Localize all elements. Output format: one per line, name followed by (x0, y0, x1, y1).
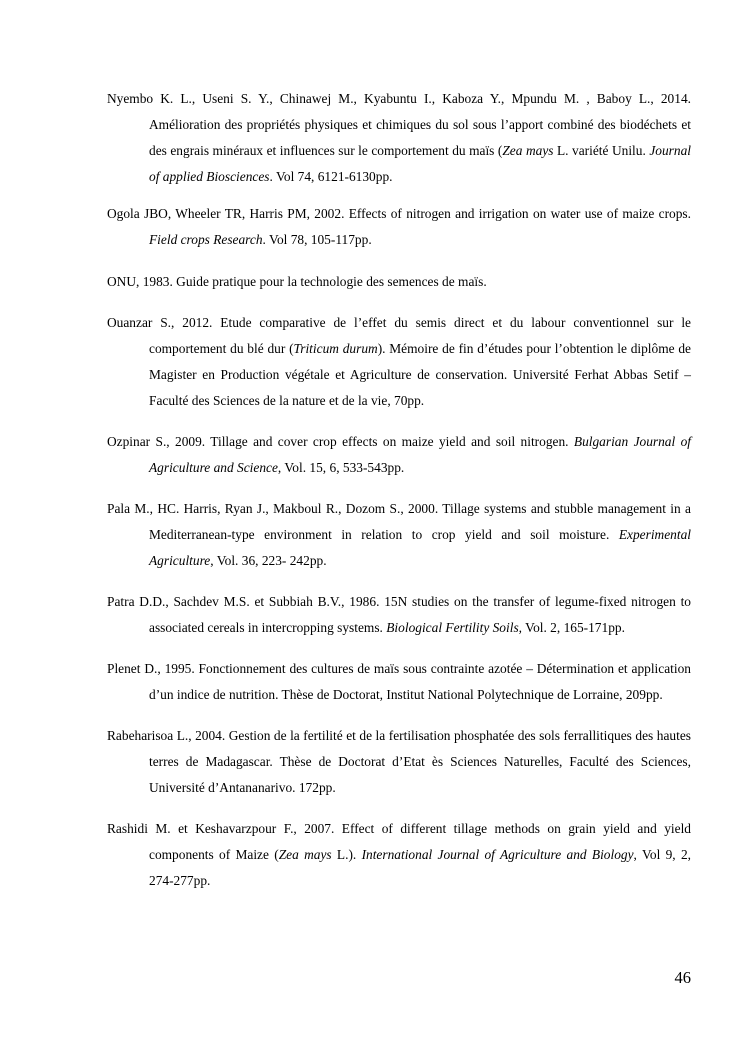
reference-entry: Pala M., HC. Harris, Ryan J., Makboul R., Dozom S., 2000. Tillage systems and stubble management in a Mediterranean-type environment in relation to crop yield and soil moisture. Experimental Agriculture, Vol. 36, 223- 242pp. (107, 501, 691, 568)
reference-list (107, 86, 691, 894)
reference-entry: Nyembo K. L., Useni S. Y., Chinawej M., Kyabuntu I., Kaboza Y., Mpundu M. , Baboy L., 2014. Amélioration des propriétés physiques et chimiques du sol sous l’apport combiné des biodéchets et des engrais minéraux et influences sur le comportement du maïs (Zea mays L. variété Unilu. Journal of applied Biosciences. Vol 74, 6121-6130pp. (107, 91, 691, 184)
reference-entry: Ozpinar S., 2009. Tillage and cover crop effects on maize yield and soil nitrogen. Bulgarian Journal of Agriculture and Science, Vol. 15, 6, 533-543pp. (107, 434, 692, 475)
reference-entry: Plenet D., 1995. Fonctionnement des cultures de maïs sous contrainte azotée – Détermination et application d’un indice de nutrition. Thèse de Doctorat, Institut National Polytechnique de Lorraine, 209pp. (107, 661, 691, 702)
page-number: 46 (674, 968, 691, 987)
reference-entry: Ogola JBO, Wheeler TR, Harris PM, 2002. Effects of nitrogen and irrigation on water use of maize crops. Field crops Research. Vol 78, 105-117pp. (107, 206, 691, 247)
reference-entry: Patra D.D., Sachdev M.S. et Subbiah B.V., 1986. 15N studies on the transfer of legume-fixed nitrogen to associated cereals in intercropping systems. Biological Fertility Soils, Vol. 2, 165-171pp. (107, 594, 691, 635)
reference-entry: Rashidi M. et Keshavarzpour F., 2007. Effect of different tillage methods on grain yield and yield components of Maize (Zea mays L.). International Journal of Agriculture and Biology, Vol 9, 2, 274-277pp. (107, 821, 692, 888)
reference-entry: Ouanzar S., 2012. Etude comparative de l’effet du semis direct et du labour conventionnel sur le comportement du blé dur (Triticum durum). Mémoire de fin d’études pour l’obtention le diplôme de Magister en Production végétale et Agriculture de conservation. Université Ferhat Abbas Setif – Faculté des Sciences de la nature et de la vie, 70pp. (107, 315, 691, 408)
reference-entry: ONU, 1983. Guide pratique pour la technologie des semences de maïs. (107, 274, 487, 289)
reference-entry: Rabeharisoa L., 2004. Gestion de la fertilité et de la fertilisation phosphatée des sols ferrallitiques des hautes terres de Madagascar. Thèse de Doctorat d’Etat ès Sciences Naturelles, Faculté des Sciences, Université d’Antananarivo. 172pp. (107, 728, 691, 795)
